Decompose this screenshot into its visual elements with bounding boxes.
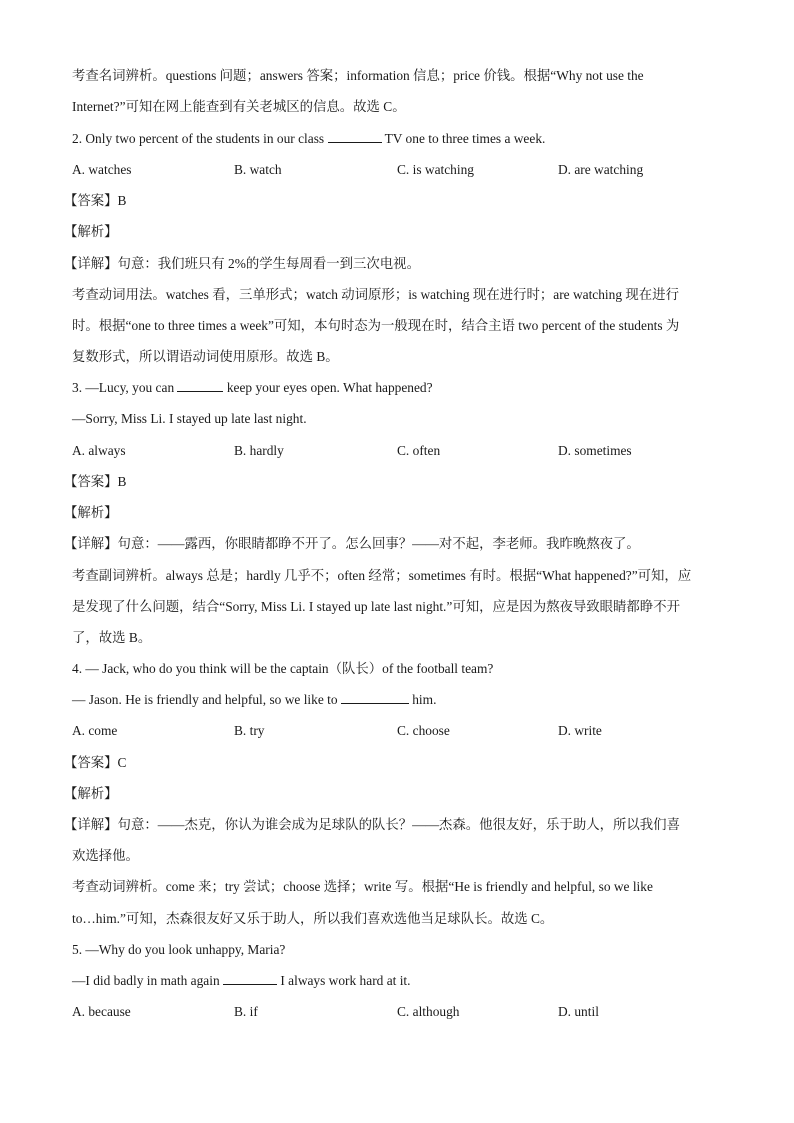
detail-line-cont: 欢选择他。: [72, 848, 139, 863]
stem-text: TV one to three times a week.: [381, 131, 546, 146]
explanation-line: 考查副词辨析。always 总是；hardly 几乎不；often 经常；sometimes 有时。根据“What happened?”可知，应: [72, 568, 692, 583]
answer-blank: [177, 379, 223, 392]
answer-line: [64, 192, 127, 210]
stem-text: 2. Only two percent of the students in our class: [72, 131, 328, 146]
explanation-line: 考查动词用法。watches 看，三单形式；watch 动词原形；is watching 现在进行时；are watching 现在进行: [72, 287, 679, 302]
question-5-line2: [72, 972, 411, 990]
option-c: C. although: [397, 1004, 460, 1019]
answer-line: [64, 473, 127, 491]
question-3-stem: [72, 379, 433, 397]
detail-text: 【详解】句意：——杰克，你认为谁会成为足球队的队长？——杰森。他很友好，乐于助人，所以我们喜: [64, 817, 680, 832]
explanation-line: to…him.”可知，杰森很友好又乐于助人，所以我们喜欢选他当足球队长。故选 C。: [72, 911, 554, 926]
option-d: D. until: [558, 1004, 599, 1019]
stem-text: keep your eyes open. What happened?: [223, 380, 433, 395]
stem-text: I always work hard at it.: [277, 973, 411, 988]
stem-text: — Jason. He is friendly and helpful, so we like to: [72, 692, 341, 707]
text-line: 考查名词辨析。questions 问题；answers 答案；information 信息；price 价钱。根据“Why not use the: [72, 68, 644, 83]
analysis-heading: [64, 504, 118, 522]
detail-line: [64, 535, 640, 553]
answer-text: 【答案】B: [64, 474, 127, 489]
option-b: B. try: [234, 723, 265, 738]
analysis-label: 【解析】: [64, 224, 118, 239]
option-d: D. write: [558, 723, 602, 738]
question-5-stem: 5. —Why do you look unhappy, Maria?: [72, 942, 286, 957]
answer-line: [64, 754, 127, 772]
answer-blank: [223, 972, 277, 985]
question-4-stem: 4. — Jack, who do you think will be the captain（队长）of the football team?: [72, 661, 494, 676]
option-a: A. because: [72, 1004, 131, 1019]
detail-line: [64, 816, 680, 834]
explanation-line: 时。根据“one to three times a week”可知，本句时态为一般现在时，结合主语 two percent of the students 为: [72, 318, 680, 333]
answer-text: 【答案】B: [64, 193, 127, 208]
option-b: B. hardly: [234, 443, 284, 458]
text-line: Internet?”可知在网上能查到有关老城区的信息。故选 C。: [72, 99, 406, 114]
answer-text: 【答案】C: [64, 755, 127, 770]
explanation-line: 考查动词辨析。come 来；try 尝试；choose 选择；write 写。根据“He is friendly and helpful, so we like: [72, 879, 653, 894]
explanation-line: 复数形式，所以谓语动词使用原形。故选 B。: [72, 349, 339, 364]
explanation-line: 了，故选 B。: [72, 630, 152, 645]
analysis-heading: [64, 223, 118, 241]
question-2-stem: [72, 130, 545, 148]
detail-text: 【详解】句意：我们班只有 2%的学生每周看一到三次电视。: [64, 256, 420, 271]
answer-blank: [328, 130, 382, 143]
option-c: C. choose: [397, 723, 450, 738]
stem-text: 3. —Lucy, you can: [72, 380, 178, 395]
option-a: A. come: [72, 723, 118, 738]
option-d: D. are watching: [558, 162, 644, 177]
question-4-line2: [72, 691, 436, 709]
stem-text: him.: [408, 692, 437, 707]
analysis-heading: [64, 785, 118, 803]
detail-line: [64, 255, 420, 273]
analysis-label: 【解析】: [64, 786, 118, 801]
option-b: B. watch: [234, 162, 282, 177]
option-c: C. is watching: [397, 162, 474, 177]
option-a: A. watches: [72, 162, 132, 177]
option-d: D. sometimes: [558, 443, 632, 458]
analysis-label: 【解析】: [64, 505, 118, 520]
option-c: C. often: [397, 443, 441, 458]
stem-text: —I did badly in math again: [72, 973, 223, 988]
detail-text: 【详解】句意：——露西，你眼睛都睁不开了。怎么回事？——对不起，李老师。我昨晚熬夜了。: [64, 536, 640, 551]
option-a: A. always: [72, 443, 126, 458]
option-b: B. if: [234, 1004, 258, 1019]
answer-blank: [341, 691, 409, 704]
question-3-line2: —Sorry, Miss Li. I stayed up late last night.: [72, 411, 307, 426]
explanation-line: 是发现了什么问题，结合“Sorry, Miss Li. I stayed up late last night.”可知，应是因为熬夜导致眼睛都睁不开: [72, 599, 680, 614]
